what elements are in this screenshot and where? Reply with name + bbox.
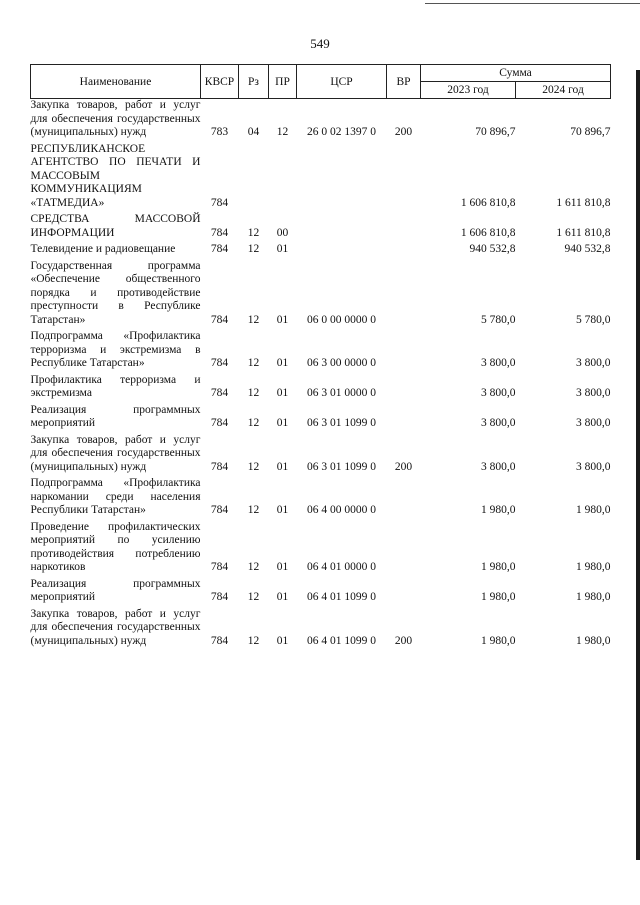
row-vr [387, 330, 421, 374]
table-row [31, 374, 611, 404]
row-pr: 01 [276, 460, 289, 473]
row-sum-2023: 1 980,0 [481, 504, 516, 516]
row-kvsr: 784 [210, 417, 229, 429]
row-pr: 01 [276, 591, 289, 603]
row-rz: 12 [247, 387, 260, 399]
row-csr: 26 0 02 1397 0 [307, 126, 376, 138]
row-name: Подпрограмма «Профилактика наркомании среди населения Республики Татарстан» [30, 477, 201, 516]
row-csr: 06 4 01 1099 0 [307, 591, 376, 603]
row-sum-2024: 3 800,0 [576, 357, 611, 369]
row-pr: 01 [276, 561, 289, 573]
row-pr: 00 [276, 226, 289, 239]
row-rz: 12 [247, 561, 260, 573]
table-row [31, 213, 611, 243]
row-kvsr: 784 [210, 634, 229, 647]
table-row [31, 521, 611, 578]
header-year-2024: 2024 год [516, 82, 611, 99]
table-row [31, 434, 611, 478]
row-rz: 12 [247, 313, 260, 326]
header-rz: Рз [239, 65, 269, 99]
row-sum-2023: 1 980,0 [481, 561, 516, 573]
table-row [31, 404, 611, 434]
row-rz [239, 143, 269, 214]
header-csr: ЦСР [297, 65, 387, 99]
header-sum: Сумма [421, 65, 611, 82]
row-sum-2024: 940 532,8 [564, 243, 611, 255]
row-sum-2024: 3 800,0 [576, 460, 611, 473]
row-rz: 12 [247, 226, 260, 239]
row-kvsr: 784 [210, 226, 229, 239]
table-row [31, 143, 611, 214]
row-kvsr: 784 [210, 357, 229, 369]
row-vr: 200 [394, 460, 413, 473]
row-csr [297, 243, 387, 260]
row-vr [387, 260, 421, 331]
row-pr [269, 143, 297, 214]
row-kvsr: 784 [210, 196, 229, 209]
row-vr [387, 404, 421, 434]
row-sum-2023: 1 980,0 [481, 634, 516, 647]
row-vr: 200 [394, 126, 413, 138]
row-sum-2024: 1 980,0 [576, 504, 611, 516]
scan-edge-shadow [636, 70, 640, 860]
row-pr: 12 [276, 126, 289, 138]
row-pr: 01 [276, 243, 289, 255]
row-sum-2023: 1 606 810,8 [460, 226, 516, 239]
row-sum-2024: 1 980,0 [576, 591, 611, 603]
row-vr [387, 578, 421, 608]
row-kvsr: 783 [210, 126, 229, 138]
row-vr [387, 374, 421, 404]
table-row [31, 477, 611, 521]
row-pr: 01 [276, 417, 289, 429]
row-kvsr: 784 [210, 313, 229, 326]
table-row [31, 608, 611, 652]
table-row [31, 578, 611, 608]
row-name: Подпрограмма «Профилактика терроризма и экстремизма в Республике Татарстан» [30, 330, 201, 369]
header-kvsr: КВСР [201, 65, 239, 99]
table-row [31, 99, 611, 143]
row-sum-2024: 1 980,0 [576, 561, 611, 573]
row-sum-2024: 1 611 810,8 [556, 196, 611, 209]
header-pr: ПР [269, 65, 297, 99]
row-csr: 06 4 01 0000 0 [307, 561, 376, 573]
row-rz: 04 [247, 126, 260, 138]
scan-artifact-line [425, 3, 640, 4]
row-name: Закупка товаров, работ и услуг для обеспечения государственных (муниципальных) нужд [30, 99, 201, 138]
row-sum-2024: 1 980,0 [576, 634, 611, 647]
row-name: Профилактика терроризма и экстремизма [30, 373, 201, 399]
row-csr: 06 3 00 0000 0 [307, 357, 376, 369]
row-rz: 12 [247, 591, 260, 603]
row-rz: 12 [247, 357, 260, 369]
row-kvsr: 784 [210, 504, 229, 516]
row-name: Закупка товаров, работ и услуг для обеспечения государственных (муниципальных) нужд [30, 607, 201, 647]
row-csr: 06 4 01 1099 0 [307, 634, 376, 647]
row-sum-2024: 5 780,0 [576, 313, 611, 326]
row-pr: 01 [276, 313, 289, 326]
table-row [31, 260, 611, 331]
row-csr [297, 143, 387, 214]
row-name: Закупка товаров, работ и услуг для обеспечения государственных (муниципальных) нужд [30, 433, 201, 473]
row-kvsr: 784 [210, 460, 229, 473]
row-sum-2023: 1 980,0 [481, 591, 516, 603]
row-sum-2024: 70 896,7 [570, 126, 611, 138]
row-name: Проведение профилактических мероприятий по усилению противодействия потреблению наркотиков [30, 520, 201, 573]
row-name: РЕСПУБЛИКАНСКОЕ АГЕНТСТВО ПО ПЕЧАТИ И МАССОВЫМ КОММУНИКАЦИЯМ «ТАТМЕДИА» [30, 142, 201, 209]
row-kvsr: 784 [210, 561, 229, 573]
row-sum-2023: 1 606 810,8 [460, 196, 516, 209]
header-year-2023: 2023 год [421, 82, 516, 99]
row-vr: 200 [394, 634, 413, 647]
row-kvsr: 784 [210, 387, 229, 399]
row-csr: 06 4 00 0000 0 [307, 504, 376, 516]
row-kvsr: 784 [210, 243, 229, 255]
header-name: Наименование [31, 65, 201, 99]
row-csr [297, 213, 387, 243]
row-sum-2023: 940 532,8 [469, 243, 516, 255]
row-csr: 06 3 01 1099 0 [307, 417, 376, 429]
row-name: Государственная программа «Обеспечение общественного порядка и противодействие преступности в Республике Татарстан» [30, 259, 201, 326]
row-kvsr: 784 [210, 591, 229, 603]
row-pr: 01 [276, 357, 289, 369]
row-rz: 12 [247, 504, 260, 516]
row-rz: 12 [247, 634, 260, 647]
row-name: Реализация программных мероприятий [30, 577, 201, 603]
row-sum-2023: 3 800,0 [481, 460, 516, 473]
row-vr [387, 521, 421, 578]
row-csr: 06 3 01 0000 0 [307, 387, 376, 399]
row-pr: 01 [276, 387, 289, 399]
table-row [31, 330, 611, 374]
row-name: СРЕДСТВА МАССОВОЙ ИНФОРМАЦИИ [30, 213, 201, 239]
row-sum-2023: 3 800,0 [481, 387, 516, 399]
table-row [31, 243, 611, 260]
row-sum-2023: 70 896,7 [475, 126, 516, 138]
row-csr: 06 0 00 0000 0 [307, 313, 376, 326]
row-pr: 01 [276, 504, 289, 516]
row-vr [387, 477, 421, 521]
page-number: 549 [310, 36, 330, 51]
table-body [31, 99, 611, 652]
row-rz: 12 [247, 417, 260, 429]
row-sum-2024: 3 800,0 [576, 417, 611, 429]
row-name: Реализация программных мероприятий [30, 403, 201, 429]
row-pr: 01 [276, 634, 289, 647]
row-csr: 06 3 01 1099 0 [307, 460, 376, 473]
row-vr [387, 143, 421, 214]
row-name: Телевидение и радиовещание [30, 243, 176, 255]
row-sum-2023: 3 800,0 [481, 417, 516, 429]
row-sum-2023: 5 780,0 [481, 313, 516, 326]
row-vr [387, 243, 421, 260]
row-rz: 12 [247, 243, 260, 255]
row-sum-2024: 1 611 810,8 [556, 226, 611, 239]
row-rz: 12 [247, 460, 260, 473]
row-sum-2023: 3 800,0 [481, 357, 516, 369]
header-vr: ВР [387, 65, 421, 99]
budget-table [30, 64, 611, 651]
row-sum-2024: 3 800,0 [576, 387, 611, 399]
row-vr [387, 213, 421, 243]
